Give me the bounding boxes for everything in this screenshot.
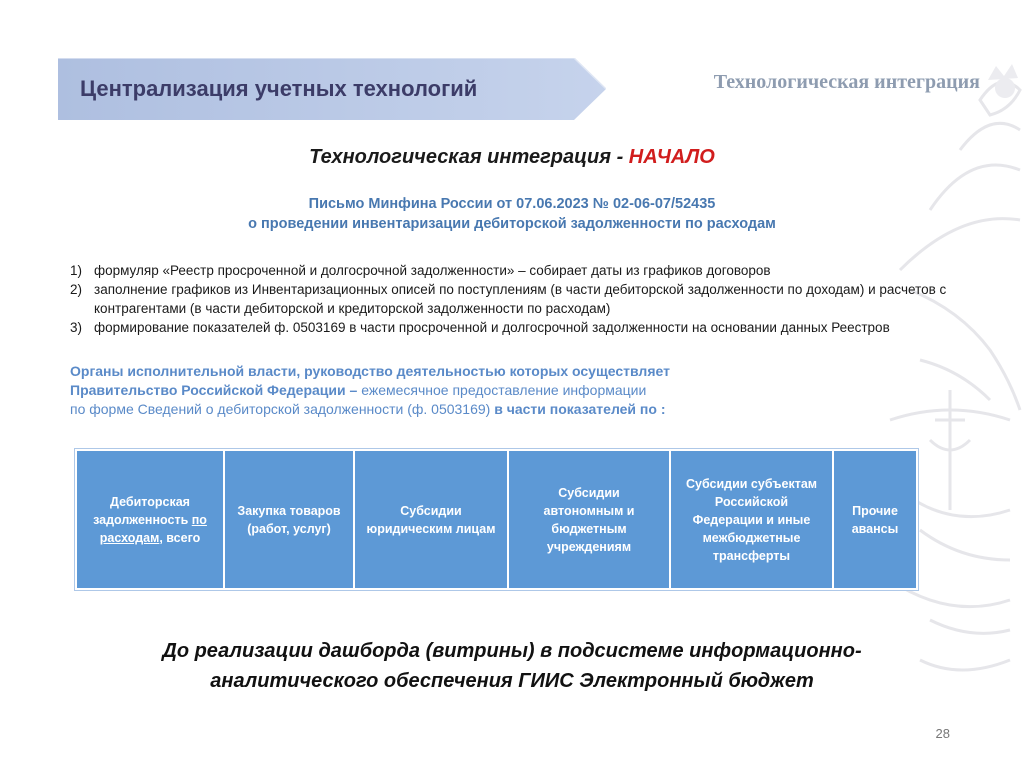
table-cell bbox=[225, 451, 355, 588]
cell-text: Закупка товаров (работ, услуг) bbox=[237, 503, 341, 536]
cell-text: Дебиторская задолженность bbox=[93, 494, 192, 527]
main-heading-accent: НАЧАЛО bbox=[628, 146, 715, 168]
numbered-list bbox=[70, 261, 950, 337]
cell-text: Субсидии юридическим лицам bbox=[366, 503, 496, 536]
letter-line-2: о проведении инвентаризации дебиторской задолженности по расходам bbox=[248, 216, 776, 232]
bottom-conclusion bbox=[80, 636, 944, 696]
table-cell bbox=[355, 451, 509, 588]
list-item bbox=[70, 261, 950, 280]
list-item bbox=[70, 318, 950, 337]
section-title: Технологическая интеграция bbox=[713, 71, 980, 93]
bottom-line-2: аналитического обеспечения ГИИС Электронный бюджет bbox=[210, 670, 814, 692]
letter-reference bbox=[160, 194, 864, 234]
para-line-2-rest: ежемесячное предоставление информации bbox=[357, 382, 647, 398]
list-item-text: формирование показателей ф. 0503169 в части просроченной и долгосрочной задолженности на основании данных Реестров bbox=[94, 320, 890, 335]
list-item-text: формуляр «Реестр просроченной и долгосрочной задолженности» – собирает даты из графиков договоров bbox=[94, 263, 771, 278]
letter-line-1: Письмо Минфина России от 07.06.2023 № 02-06-07/52435 bbox=[308, 196, 716, 212]
list-item-number: 3) bbox=[70, 320, 83, 335]
cell-text: , всего bbox=[159, 530, 201, 545]
authorities-paragraph bbox=[70, 362, 870, 419]
page-number: 28 bbox=[935, 726, 950, 741]
table-cell bbox=[834, 451, 916, 588]
para-line-2-bold: Правительство Российской Федерации – bbox=[70, 382, 358, 398]
table-cell bbox=[671, 451, 834, 588]
cell-text: Субсидии автономным и бюджетным учреждениям bbox=[543, 485, 635, 554]
table-cell bbox=[77, 451, 225, 588]
indicators-table bbox=[75, 449, 918, 590]
cell-underlined: расходам bbox=[99, 530, 160, 545]
para-line-3-bold: в части показателей по : bbox=[490, 401, 666, 417]
list-item bbox=[70, 280, 950, 318]
para-line-1: Органы исполнительной власти, руководство деятельностью которых осуществляет bbox=[70, 363, 670, 379]
main-heading-text: Технологическая интеграция - bbox=[309, 146, 629, 168]
list-item-number: 1) bbox=[70, 263, 83, 278]
cell-underlined: по bbox=[191, 512, 207, 527]
table-cell bbox=[509, 451, 671, 588]
para-line-3-start: по форме Сведений о дебиторской задолженности (ф. 0503169) bbox=[70, 401, 491, 417]
bottom-line-1: До реализации дашборда (витрины) в подсистеме информационно- bbox=[162, 640, 862, 662]
banner-title: Централизация учетных технологий bbox=[80, 76, 478, 101]
main-heading bbox=[200, 142, 824, 172]
cell-text: Субсидии субъектам Российской Федерации и иные межбюджетные трансферты bbox=[685, 476, 818, 563]
list-item-number: 2) bbox=[70, 282, 83, 297]
cell-text: Прочие авансы bbox=[851, 503, 899, 536]
coat-of-arms-watermark-icon bbox=[860, 60, 1024, 700]
list-item-text: заполнение графиков из Инвентаризационных описей по поступлениям (в части дебиторской задолженности по доходам) и расчетов с контрагентами (в части дебиторской и кредиторской задолженности по расходам) bbox=[94, 282, 947, 316]
